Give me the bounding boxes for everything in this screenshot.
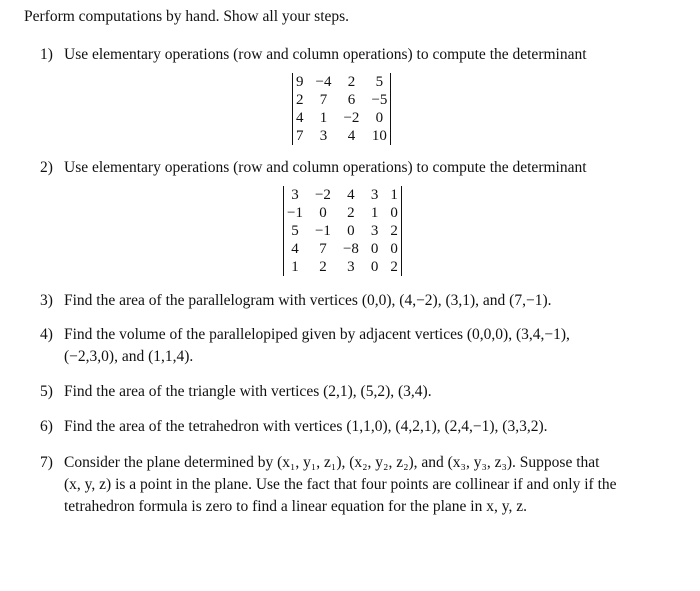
matrix-cell: 2 [390,223,398,239]
matrix-cell: 2 [296,92,304,108]
matrix-cell: −2 [314,187,331,203]
problem-4-number: 4) [40,326,53,343]
matrix-row [286,258,399,276]
matrix-cell: 1 [390,187,398,203]
matrix-cell: 5 [291,223,299,239]
matrix-cell: 4 [296,110,304,126]
matrix-cell: 4 [347,128,356,144]
matrix-cell: 3 [319,128,328,144]
problem-5-text: Find the area of the triangle with vertices (2,1), (5,2), (3,4). [64,383,432,400]
matrix-row [286,186,399,204]
problem-1-text: Use elementary operations (row and column operations) to compute the determinant [64,46,587,63]
problem-6-number: 6) [40,418,53,435]
matrix-cell: 9 [296,74,304,90]
matrix-cell: −4 [315,74,332,90]
problem-2 [40,157,680,179]
problem-7-text-line3: tetrahedron formula is zero to find a linear equation for the plane in x, y, z. [64,498,527,515]
matrix-row [286,204,399,222]
matrix-cell: 4 [291,241,299,257]
matrix-cell: 4 [347,187,355,203]
matrix-cell: 3 [291,187,299,203]
matrix-cell: −2 [343,110,360,126]
matrix-row [286,222,399,240]
matrix-cell: 0 [347,223,355,239]
matrix-cell: 0 [375,110,384,126]
matrix-cell: 0 [370,259,379,275]
problem-6 [40,416,680,438]
problem-7-text-line2: (x, y, z) is a point in the plane. Use the fact that four points are collinear if and only if the [64,476,617,493]
matrix-cell: −1 [314,223,331,239]
problem-5 [40,381,680,403]
matrix-row [286,240,399,258]
matrix-cell: 2 [347,205,355,221]
problem-4 [40,324,680,368]
matrix-cell: −5 [371,92,388,108]
matrix-cell: 7 [319,92,328,108]
problem-4-text-line1: Find the volume of the parallelopiped given by adjacent vertices (0,0,0), (3,4,−1), [64,326,570,343]
determinant-matrix-1 [292,73,391,145]
problem-3-number: 3) [40,292,53,309]
matrix-row [295,127,388,145]
matrix-cell: 0 [390,205,398,221]
problem-3 [40,290,680,312]
determinant-matrix-2 [283,186,402,276]
matrix-cell: −8 [342,241,359,257]
matrix-cell: 3 [370,223,379,239]
problem-5-number: 5) [40,383,53,400]
matrix-row [295,109,388,127]
matrix-row [295,91,388,109]
problem-3-text: Find the area of the parallelogram with vertices (0,0), (4,−2), (3,1), and (7,−1). [64,292,552,309]
matrix-cell: 1 [291,259,299,275]
matrix-cell: 10 [371,128,387,144]
matrix-cell: 7 [319,241,327,257]
matrix-cell: 2 [319,259,327,275]
instructions: Perform computations by hand. Show all your steps. [24,8,350,25]
matrix-cell: 0 [390,241,398,257]
matrix-cell: 7 [296,128,304,144]
matrix-cell: 3 [347,259,355,275]
problem-7-text-line1: Consider the plane determined by (x₁, y₁, z₁), (x₂, y₂, z₂), and (x₃, y₃, z₃). Suppose that [64,454,600,471]
matrix-cell: 2 [390,259,398,275]
problem-4-text-line2: (−2,3,0), and (1,1,4). [64,348,194,365]
problem-1 [40,44,680,66]
problem-1-number: 1) [40,46,53,63]
problem-7-number: 7) [40,454,53,471]
matrix-cell: 5 [375,74,384,90]
matrix-row [295,73,388,91]
matrix-cell: −1 [287,205,303,221]
problem-2-number: 2) [40,159,53,176]
matrix-cell: 3 [370,187,379,203]
problem-6-text: Find the area of the tetrahedron with vertices (1,1,0), (4,2,1), (2,4,−1), (3,3,2). [64,418,548,435]
matrix-cell: 0 [319,205,327,221]
matrix-cell: 1 [370,205,379,221]
matrix-cell: 0 [370,241,379,257]
matrix-cell: 1 [319,110,328,126]
matrix-cell: 2 [347,74,356,90]
problem-2-text: Use elementary operations (row and column operations) to compute the determinant [64,159,587,176]
matrix-cell: 6 [347,92,356,108]
problem-7 [40,452,680,518]
